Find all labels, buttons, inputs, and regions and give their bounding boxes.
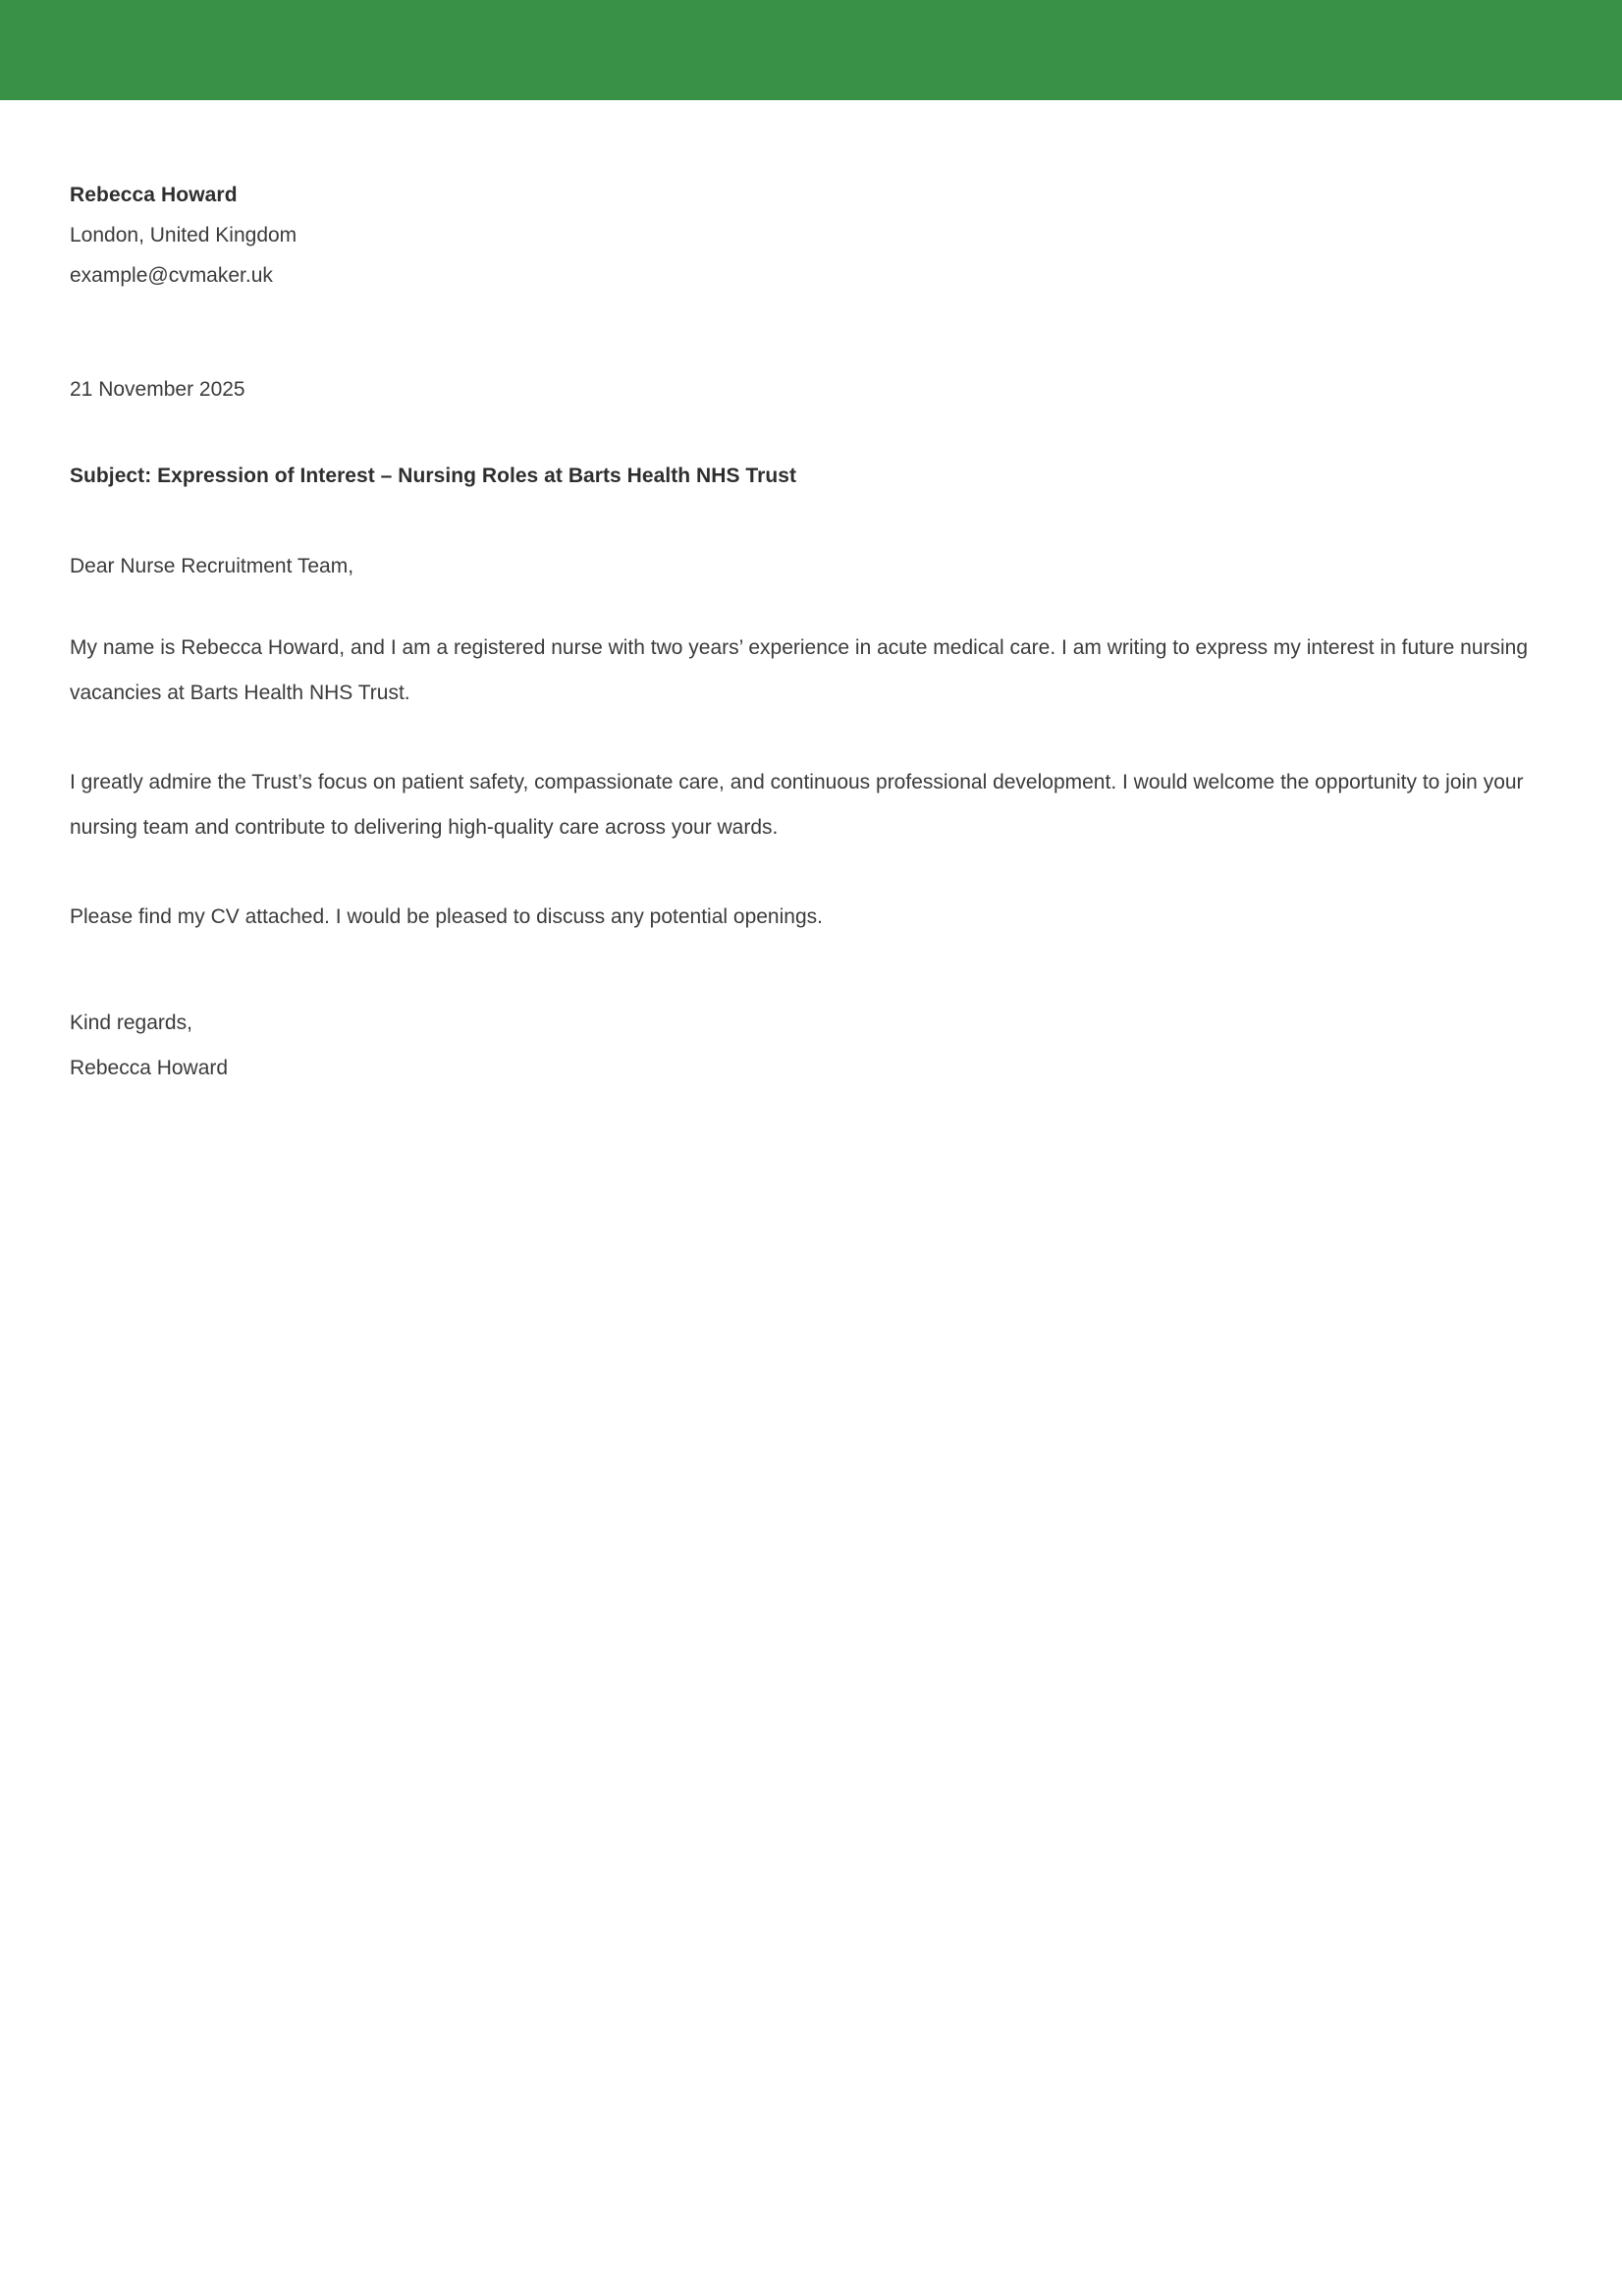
- header-accent-band: [0, 0, 1622, 100]
- closing-phrase: Kind regards,: [70, 1011, 192, 1034]
- letter-paragraph: My name is Rebecca Howard, and I am a registered nurse with two years’ experience in acute medical care. I am writing to express my interest in future nursing vacancies at Barts Health NHS Trust.: [70, 636, 1529, 704]
- letter-body: [70, 626, 1552, 940]
- letter-paragraph: I greatly admire the Trust’s focus on patient safety, compassionate care, and continuous professional development. I would welcome the opportunity to join your nursing team and contribute to delivering high-quality care across your wards.: [70, 771, 1524, 839]
- letter-subject-line: Subject: Expression of Interest – Nursing Roles at Barts Health NHS Trust: [70, 465, 796, 487]
- letter-paragraph: Please find my CV attached. I would be pleased to discuss any potential openings.: [70, 905, 823, 928]
- sender-email: example@cvmaker.uk: [70, 264, 273, 287]
- sender-location: London, United Kingdom: [70, 224, 297, 246]
- sender-name: Rebecca Howard: [70, 184, 238, 206]
- sender-contact-block: [70, 100, 1552, 296]
- signature-name: Rebecca Howard: [70, 1057, 229, 1079]
- letter-closing-block: [70, 1001, 1552, 1091]
- letter-date: 21 November 2025: [70, 378, 245, 401]
- letter-salutation: Dear Nurse Recruitment Team,: [70, 555, 354, 577]
- letter-content: [0, 100, 1622, 1091]
